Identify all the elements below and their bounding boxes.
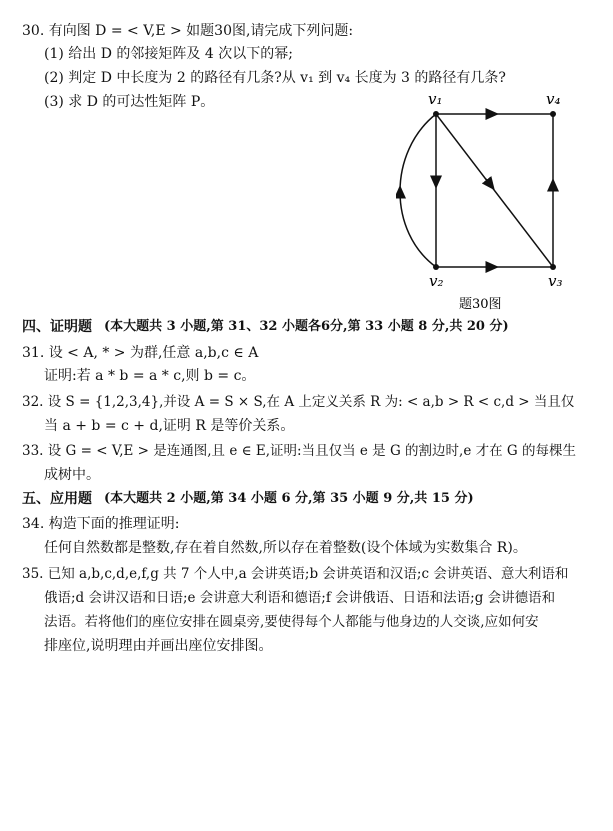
label-v4: v₄	[546, 92, 561, 108]
section4-note: (本大题共 3 小题,第 31、32 小题各6分,第 33 小题 8 分,共 20 分)	[104, 319, 509, 334]
q32-line-1: 32. 设 S = {1,2,3,4},并设 A = S × S,在 A 上定义关系 R 为: < a,b > R < c,d > 当且仅	[22, 394, 575, 410]
digraph-figure	[396, 92, 596, 312]
q34-line-1: 34. 构造下面的推理证明:	[22, 516, 180, 532]
node-v1	[433, 111, 439, 117]
q30-part-1: (1) 给出 D 的邻接矩阵及 4 次以下的幂;	[44, 46, 293, 62]
label-v3: v₃	[548, 272, 563, 290]
section5-note: (本大题共 2 小题,第 34 小题 6 分,第 35 小题 9 分,共 15 分)	[104, 491, 474, 506]
q35-line-1: 35. 已知 a,b,c,d,e,f,g 共 7 个人中,a 会讲英语;b 会讲英语和汉语;c 会讲英语、意大利语和	[22, 566, 569, 582]
figure-caption: 题30图	[459, 297, 502, 312]
q35-line-2: 俄语;d 会讲汉语和日语;e 会讲意大利语和德语;f 会讲俄语、日语和法语;g 会讲德语和	[44, 590, 556, 606]
section5-heading: 五、应用题	[22, 491, 92, 507]
q33-line-1: 33. 设 G = < V,E > 是连通图,且 e ∈ E,证明:当且仅当 e 是 G 的割边时,e 才在 G 的每棵生	[22, 443, 576, 459]
q30-part-2: (2) 判定 D 中长度为 2 的路径有几条?从 v₁ 到 v₄ 长度为 3 的路径有几条?	[44, 70, 506, 86]
node-v2	[433, 264, 439, 270]
edge-v1-v3-arrow	[486, 179, 493, 188]
node-v4	[550, 111, 556, 117]
q30-part-3: (3) 求 D 的可达性矩阵 P。	[44, 94, 215, 110]
q35-line-3: 法语。若将他们的座位安排在圆桌旁,要使得每个人都能与他身边的人交谈,应如何安	[44, 614, 539, 630]
q33-line-2: 成树中。	[44, 467, 100, 483]
section4-heading: 四、证明题	[22, 319, 92, 335]
q30-stem: 30. 有向图 D = < V,E > 如题30图,请完成下列问题:	[22, 23, 354, 39]
q31-line-2: 证明:若 a * b = a * c,则 b = c。	[44, 368, 256, 384]
label-v1: v₁	[428, 92, 443, 108]
q34-line-2: 任何自然数都是整数,存在着自然数,所以存在着整数(设个体域为实数集合 R)。	[44, 540, 527, 556]
node-v3	[550, 264, 556, 270]
edge-v1-v3	[436, 114, 553, 267]
q32-line-2: 当 a + b = c + d,证明 R 是等价关系。	[44, 418, 295, 434]
q31-line-1: 31. 设 < A, * > 为群,任意 a,b,c ∈ A	[22, 345, 259, 361]
edge-v2-v1-curve	[400, 114, 436, 267]
label-v2: v₂	[429, 272, 444, 290]
q35-line-4: 排座位,说明理由并画出座位安排图。	[44, 638, 273, 654]
